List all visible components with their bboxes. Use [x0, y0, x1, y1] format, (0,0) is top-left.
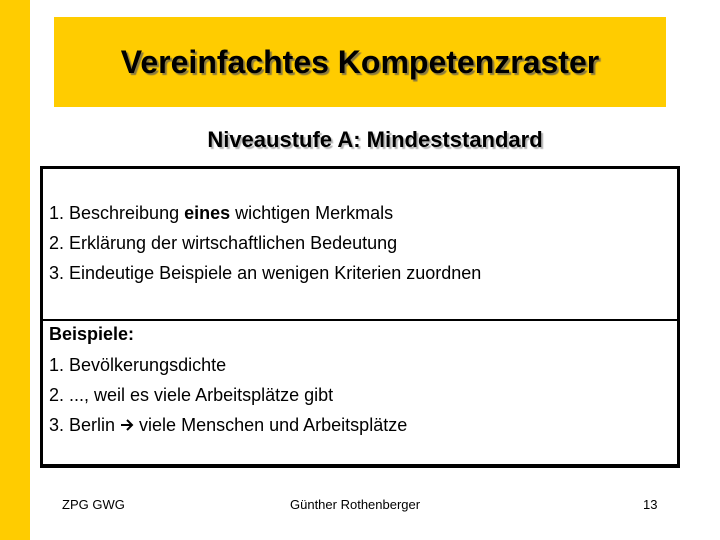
- criteria-item-1-suffix: wichtigen Merkmals: [230, 203, 394, 223]
- example-item-2: 2. ..., weil es viele Arbeitsplätze gibt: [49, 385, 334, 405]
- competency-table: [40, 166, 680, 468]
- example-item-3-suffix: viele Menschen und Arbeitsplätze: [134, 415, 408, 435]
- examples-heading: Beispiele:: [49, 324, 135, 344]
- page-number: 13: [643, 497, 658, 512]
- example-item-3: [49, 414, 407, 437]
- examples-cell: [43, 321, 677, 464]
- left-accent-bar: [0, 0, 30, 540]
- title-banner: [54, 17, 666, 107]
- footer-author: Günther Rothenberger: [290, 497, 421, 512]
- criteria-cell: [43, 169, 677, 321]
- criteria-item-1-emphasis: eines: [184, 203, 231, 223]
- slide-title: Vereinfachtes Kompetenzraster: [120, 43, 600, 80]
- criteria-item-3: 3. Eindeutige Beispiele an wenigen Kriterien zuordnen: [49, 263, 482, 283]
- footer-left: ZPG GWG: [62, 497, 125, 512]
- criteria-item-2: 2. Erklärung der wirtschaftlichen Bedeutung: [49, 233, 398, 253]
- right-arrow-icon: [120, 415, 134, 437]
- criteria-item-1-prefix: 1. Beschreibung: [49, 203, 185, 223]
- criteria-item-1: [49, 202, 393, 224]
- slide-subtitle: Niveaustufe A: Mindeststandard: [207, 127, 543, 152]
- example-item-3-prefix: 3. Berlin: [49, 415, 121, 435]
- example-item-1: 1. Bevölkerungsdichte: [49, 355, 227, 375]
